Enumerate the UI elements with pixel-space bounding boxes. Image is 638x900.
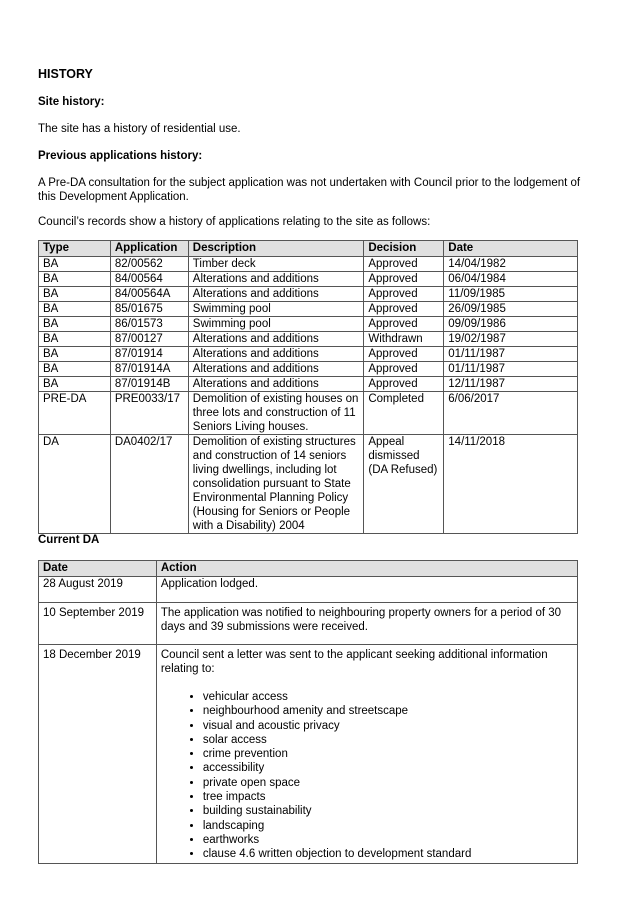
row-action: The application was notified to neighbouring property owners for a period of 30 days and 39 submissions were received. [156, 603, 577, 645]
row-decision: Completed [364, 392, 444, 435]
info-request-list [161, 690, 573, 862]
row-decision: Withdrawn [364, 332, 444, 347]
row-type: PRE-DA [39, 392, 111, 435]
previous-applications-title: Previous applications history: [38, 150, 203, 162]
row-type: BA [39, 272, 111, 287]
header-decision: Decision [364, 241, 444, 257]
current-da-table [38, 560, 578, 864]
records-intro-text: Council’s records show a history of applications relating to the site as follows: [38, 216, 431, 228]
list-item: • clause 4.6 written objection to development standard [203, 847, 573, 861]
table-row [39, 362, 578, 377]
row-description: Demolition of existing structures and construction of 14 seniors living dwellings, including lot consolidation pursuant to State Environmental Planning Policy (Housing for Seniors or People with a Disability) 2004 [188, 435, 364, 534]
table-row [39, 272, 578, 287]
list-item: • earthworks [203, 833, 573, 847]
previous-applications-text: A Pre-DA consultation for the subject application was not undertaken with Council prior to the lodgement of this Development Application. [38, 177, 581, 203]
list-item: • visual and acoustic privacy [203, 719, 573, 733]
row-description: Demolition of existing houses on three lots and construction of 11 Seniors Living houses. [188, 392, 364, 435]
row-date: 01/11/1987 [444, 362, 578, 377]
row-application: 86/01573 [110, 317, 188, 332]
row-type: BA [39, 302, 111, 317]
header-type: Type [39, 241, 111, 257]
row-type: BA [39, 347, 111, 362]
row-description: Alterations and additions [188, 362, 364, 377]
row-description: Swimming pool [188, 302, 364, 317]
row-application: 85/01675 [110, 302, 188, 317]
table-row [39, 392, 578, 435]
row-description: Swimming pool [188, 317, 364, 332]
row-decision: Approved [364, 317, 444, 332]
table-row [39, 645, 578, 864]
row-application: 84/00564A [110, 287, 188, 302]
list-item: • landscaping [203, 819, 573, 833]
row-application: 87/01914 [110, 347, 188, 362]
row-decision: Approved [364, 377, 444, 392]
row-date: 26/09/1985 [444, 302, 578, 317]
history-table [38, 240, 578, 534]
row-type: DA [39, 435, 111, 534]
row-date: 18 December 2019 [39, 645, 157, 864]
row-description: Alterations and additions [188, 287, 364, 302]
header-description: Description [188, 241, 364, 257]
table-row [39, 332, 578, 347]
header-date: Date [444, 241, 578, 257]
row-application: 87/01914B [110, 377, 188, 392]
header-application: Application [110, 241, 188, 257]
row-date: 10 September 2019 [39, 603, 157, 645]
row-action: Application lodged. [156, 577, 577, 603]
row-date: 28 August 2019 [39, 577, 157, 603]
table-row [39, 317, 578, 332]
row-date: 14/11/2018 [444, 435, 578, 534]
row-description: Alterations and additions [188, 377, 364, 392]
site-history-title: Site history: [38, 96, 105, 108]
row-type: BA [39, 332, 111, 347]
row-decision: Approved [364, 257, 444, 272]
row-decision: Approved [364, 272, 444, 287]
row-date: 11/09/1985 [444, 287, 578, 302]
row-date: 19/02/1987 [444, 332, 578, 347]
row-type: BA [39, 317, 111, 332]
row-type: BA [39, 257, 111, 272]
row-type: BA [39, 377, 111, 392]
table-row [39, 377, 578, 392]
row-decision: Appeal dismissed (DA Refused) [364, 435, 444, 534]
row-type: BA [39, 362, 111, 377]
current-da-title: Current DA [38, 534, 100, 546]
row-application: DA0402/17 [110, 435, 188, 534]
row-application: 87/00127 [110, 332, 188, 347]
row-date: 6/06/2017 [444, 392, 578, 435]
row-date: 06/04/1984 [444, 272, 578, 287]
list-item: • solar access [203, 733, 573, 747]
list-item: • private open space [203, 776, 573, 790]
row-date: 14/04/1982 [444, 257, 578, 272]
table-row [39, 257, 578, 272]
table-row [39, 302, 578, 317]
row-application: 84/00564 [110, 272, 188, 287]
row-description: Alterations and additions [188, 272, 364, 287]
site-history-text: The site has a history of residential use. [38, 123, 241, 135]
row-date: 01/11/1987 [444, 347, 578, 362]
row-application: PRE0033/17 [110, 392, 188, 435]
row-date: 12/11/1987 [444, 377, 578, 392]
row-date: 09/09/1986 [444, 317, 578, 332]
row-decision: Approved [364, 362, 444, 377]
header-action: Action [156, 561, 577, 577]
section-heading: HISTORY [38, 67, 93, 81]
list-item: • building sustainability [203, 804, 573, 818]
row-description: Alterations and additions [188, 347, 364, 362]
row-description: Timber deck [188, 257, 364, 272]
row-action-cell [156, 645, 577, 864]
history-table-header [39, 241, 578, 257]
header-date: Date [39, 561, 157, 577]
list-item: • tree impacts [203, 790, 573, 804]
row-application: 82/00562 [110, 257, 188, 272]
row-description: Alterations and additions [188, 332, 364, 347]
current-table-header [39, 561, 578, 577]
table-row [39, 577, 578, 603]
table-row [39, 603, 578, 645]
table-row [39, 435, 578, 534]
table-row [39, 347, 578, 362]
list-item: • vehicular access [203, 690, 573, 704]
row-application: 87/01914A [110, 362, 188, 377]
row-decision: Approved [364, 302, 444, 317]
row-decision: Approved [364, 347, 444, 362]
list-item: • accessibility [203, 761, 573, 775]
row-type: BA [39, 287, 111, 302]
list-item: • crime prevention [203, 747, 573, 761]
row-action: Council sent a letter was sent to the applicant seeking additional information relating to: [160, 649, 548, 675]
list-item: • neighbourhood amenity and streetscape [203, 704, 573, 718]
row-decision: Approved [364, 287, 444, 302]
table-row [39, 287, 578, 302]
